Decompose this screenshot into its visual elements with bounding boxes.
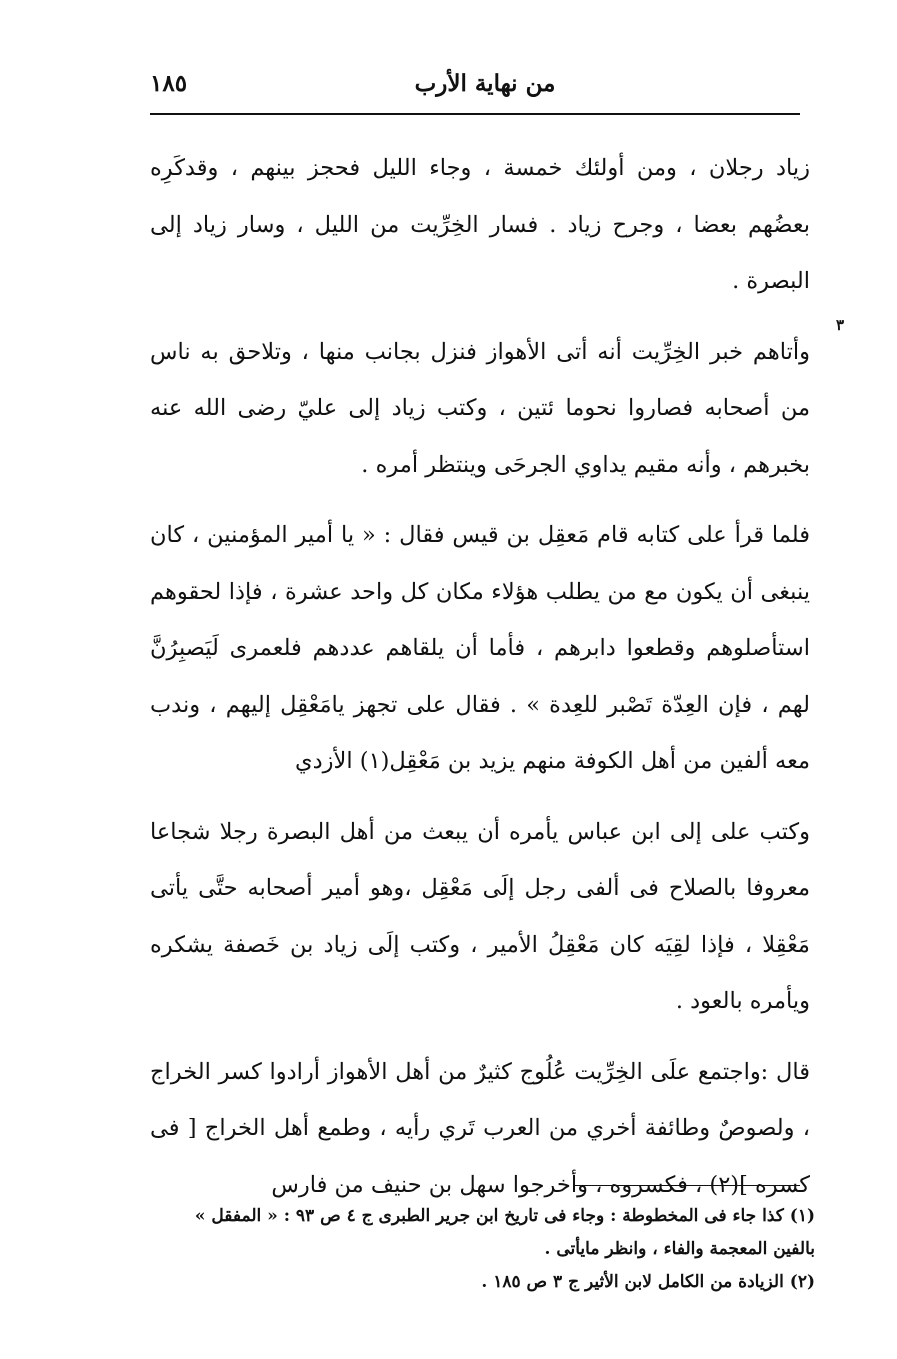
- page-number: ١٨٥: [150, 70, 188, 97]
- paragraph-5: قال :واجتمع علَى الخِرِّيت عُلُوج كثيرٌ من أهل الأهواز أرادوا كسر الخراج ، ولصوصٌ وطائفة أخري من العرب تَري رأيه ، وطمع أهل الخراج [ فى كسره ](٢) ، فكسروه ، وأخرجوا سهل بن حنيف من فارس: [150, 1058, 810, 1198]
- footnotes: [150, 1200, 815, 1299]
- footnote-rule: [575, 1185, 800, 1186]
- body-text: [150, 140, 810, 1213]
- paragraph-4: وكتب على إلى ابن عباس يأمره أن يبعث من أهل البصرة رجلا شجاعا معروفا بالصلاح فى ألفى رجل إلَى مَعْقِل ،وهو أمير أصحابه حتَّى يأتى مَعْقِلا ، فإذا لقِيَه كان مَعْقِلُ الأمير ، وكتب إلَى زياد بن خَصفة يشكره ويأمره بالعود .: [150, 818, 810, 1014]
- footnote-1: (١) كذا جاء فى المخطوطة : وجاء فى تاريخ ابن جرير الطبرى ج ٤ ص ٩٣ : « المفقل » بالفين المعجمة والفاء ، وانظر مايأتى .: [194, 1206, 815, 1259]
- paragraph-1: زياد رجلان ، ومن أولئك خمسة ، وجاء الليل فحجز بينهم ، وقدكَرِه بعضُهم بعضا ، وجرح زياد . فسار الخِرِّيت من الليل ، وسار زياد إلى البصرة .: [150, 155, 810, 294]
- footnote-2: (٢) الزيادة من الكامل لابن الأثير ج ٣ ص ١٨٥ .: [481, 1272, 815, 1292]
- running-title: من نهاية الأرب: [414, 70, 556, 97]
- paragraph-2: وأتاهم خبر الخِرِّيت أنه أتى الأهواز فنزل بجانب منها ، وتلاحق به ناس من أصحابه فصاروا نحوما ئتين ، وكتب زياد إلى عليّ رضى الله عنه بخبرهم ، وأنه مقيم يداوي الجرحَى وينتظر أمره .: [150, 338, 810, 478]
- header-rule: [150, 113, 800, 115]
- paragraph-3: فلما قرأ على كتابه قام مَعقِل بن قيس فقال : « يا أمير المؤمنين ، كان ينبغى أن يكون مع من يطلب هؤلاء مكان كل واحد عشرة ، فإذا لحقوهم استأصلوهم وقطعوا دابرهم ، فأما أن يلقاهم عددهم فلعمرى لَيَصبِرُنَّ لهم ، فإن العِدّة تَصْبر للعِدة » . فقال على تجهز يامَعْقِل إليهم ، وندب معه ألفين من أهل الكوفة منهم يزيد بن مَعْقِل(١) الأزدي: [150, 522, 810, 774]
- page-header: [150, 66, 800, 110]
- margin-mark: ٣: [836, 316, 845, 334]
